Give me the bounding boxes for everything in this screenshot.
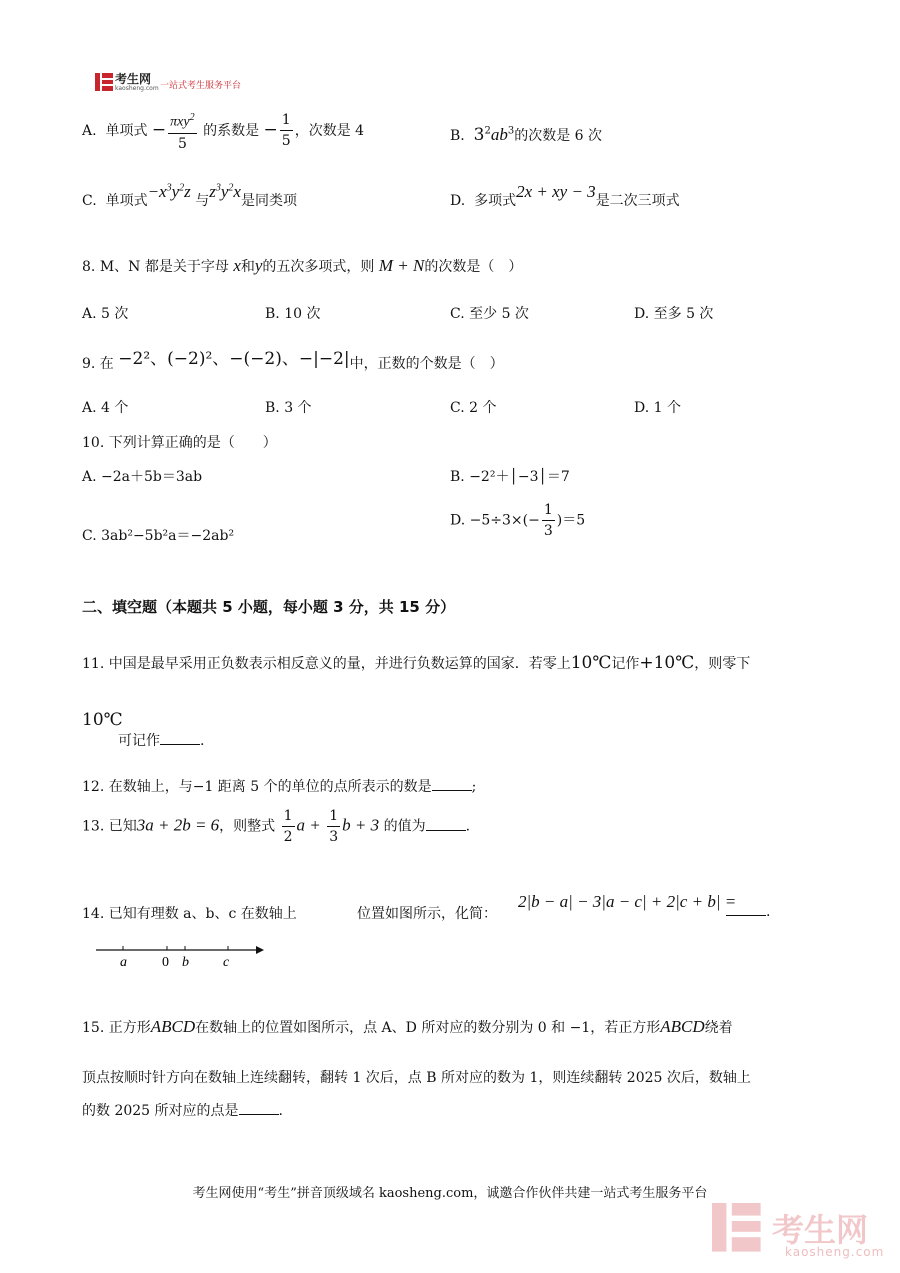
kaosheng-logo-icon <box>95 73 113 91</box>
q9-option-c: C. 2 个 <box>450 400 497 416</box>
answer-blank[interactable] <box>426 818 466 831</box>
question-15-line-2: 顶点按顺时针方向在数轴上连续翻转，翻转 1 次后，点 B 所对应的数为 1，则连续翻转 2025 次后，数轴上 <box>82 1070 751 1086</box>
q8-option-d: D. 至多 5 次 <box>634 306 714 322</box>
question-15-line-3: 的数 2025 所对应的点是 . <box>82 1103 283 1119</box>
number-line-arrow <box>256 946 264 954</box>
question-11: 11. 中国是最早采用正负数表示相反意义的量，并进行负数运算的国家．若零上10℃记作+10℃，则零下 <box>82 653 751 673</box>
logo-name: 考生网 <box>115 72 152 86</box>
q8-option-b: B. 10 次 <box>265 306 321 322</box>
question-15-line-1: 15. 正方形ABCD在数轴上的位置如图所示，点 A、D 所对应的数分别为 0 和 −1，若正方形ABCD绕着 <box>82 1017 733 1036</box>
question-14: 14. 已知有理数 a、b、c 在数轴上 <box>82 906 297 922</box>
question-10: 10. 下列计算正确的是（ ） <box>82 435 277 451</box>
logo-domain: kaosheng.com <box>115 85 159 92</box>
q7-option-b: B. $3^2ab^3$的次数是 6 次 <box>450 125 603 145</box>
watermark-logo-icon <box>712 1203 766 1257</box>
question-14-cont: 位置如图所示，化简： <box>357 906 497 922</box>
q8-option-a: A. 5 次 <box>82 306 129 322</box>
question-13: 13. 已知3a + 2b = 6，则整式 $\frac{1}{2}$ a + $\frac{1}{3}$ b + 3 的值为 . <box>82 808 471 845</box>
question-11-cont: 10℃ <box>82 710 123 730</box>
label-b: b <box>182 955 189 970</box>
label-a: a <box>120 955 127 970</box>
answer-blank[interactable] <box>726 903 766 916</box>
question-12: 12. 在数轴上，与−1 距离 5 个的单位的点所表示的数是 ; <box>82 779 477 795</box>
q7-option-a: A. 单项式 − $\frac{\pi xy^2}{5}$ 的系数是 − $\frac{1}{5}$ ，次数是 4 <box>82 108 364 154</box>
q7-option-d: D. 多项式2x + xy − 3是二次三项式 <box>450 182 680 209</box>
answer-blank[interactable] <box>432 778 472 791</box>
logo-slogan: 一站式考生服务平台 <box>160 81 242 91</box>
question-9: 9. 在 −2²、(−2)²、−(−2)、−|−2|中，正数的个数是（ ） <box>82 349 504 372</box>
q14-answer: . <box>726 903 770 920</box>
q8-option-c: C. 至少 5 次 <box>450 306 529 322</box>
q10-option-b: B. −2²＋│−3│＝7 <box>450 469 570 485</box>
number-line <box>92 940 272 970</box>
footer-text: 考生网使用“考生”拼音顶级域名 kaosheng.com，诚邀合作伙伴共建一站式考生服务平台 <box>192 1186 708 1201</box>
q10-option-d: D. −5÷3×(− $\frac{1}{3}$ )＝5 <box>450 502 586 539</box>
label-0: 0 <box>162 955 169 970</box>
q14-expression: 2|b − a| − 3|a − c| + 2|c + b| = <box>518 892 737 911</box>
watermark-name: 考生网 <box>772 1211 869 1249</box>
answer-blank[interactable] <box>239 1102 279 1115</box>
q9-option-a: A. 4 个 <box>82 400 129 416</box>
q10-option-a: A. −2a＋5b＝3ab <box>82 469 203 485</box>
watermark-domain: kaosheng.com <box>785 1245 885 1259</box>
q10-option-c: C. 3ab²−5b²a＝−2ab² <box>82 528 235 544</box>
label-c: c <box>223 955 230 970</box>
question-8: 8. M、N 都是关于字母 x和y的五次多项式，则 M + N的次数是（ ） <box>82 256 523 275</box>
question-11-answer: 可记作 . <box>118 733 205 749</box>
answer-blank[interactable] <box>160 732 200 745</box>
section-2-title: 二、填空题（本题共 5 小题，每小题 3 分，共 15 分） <box>82 598 456 616</box>
q9-option-d: D. 1 个 <box>634 400 681 416</box>
q7-option-c: C. 单项式$-x^3y^2z$ 与$z^3y^2x$是同类项 <box>82 182 297 209</box>
q9-option-b: B. 3 个 <box>265 400 312 416</box>
